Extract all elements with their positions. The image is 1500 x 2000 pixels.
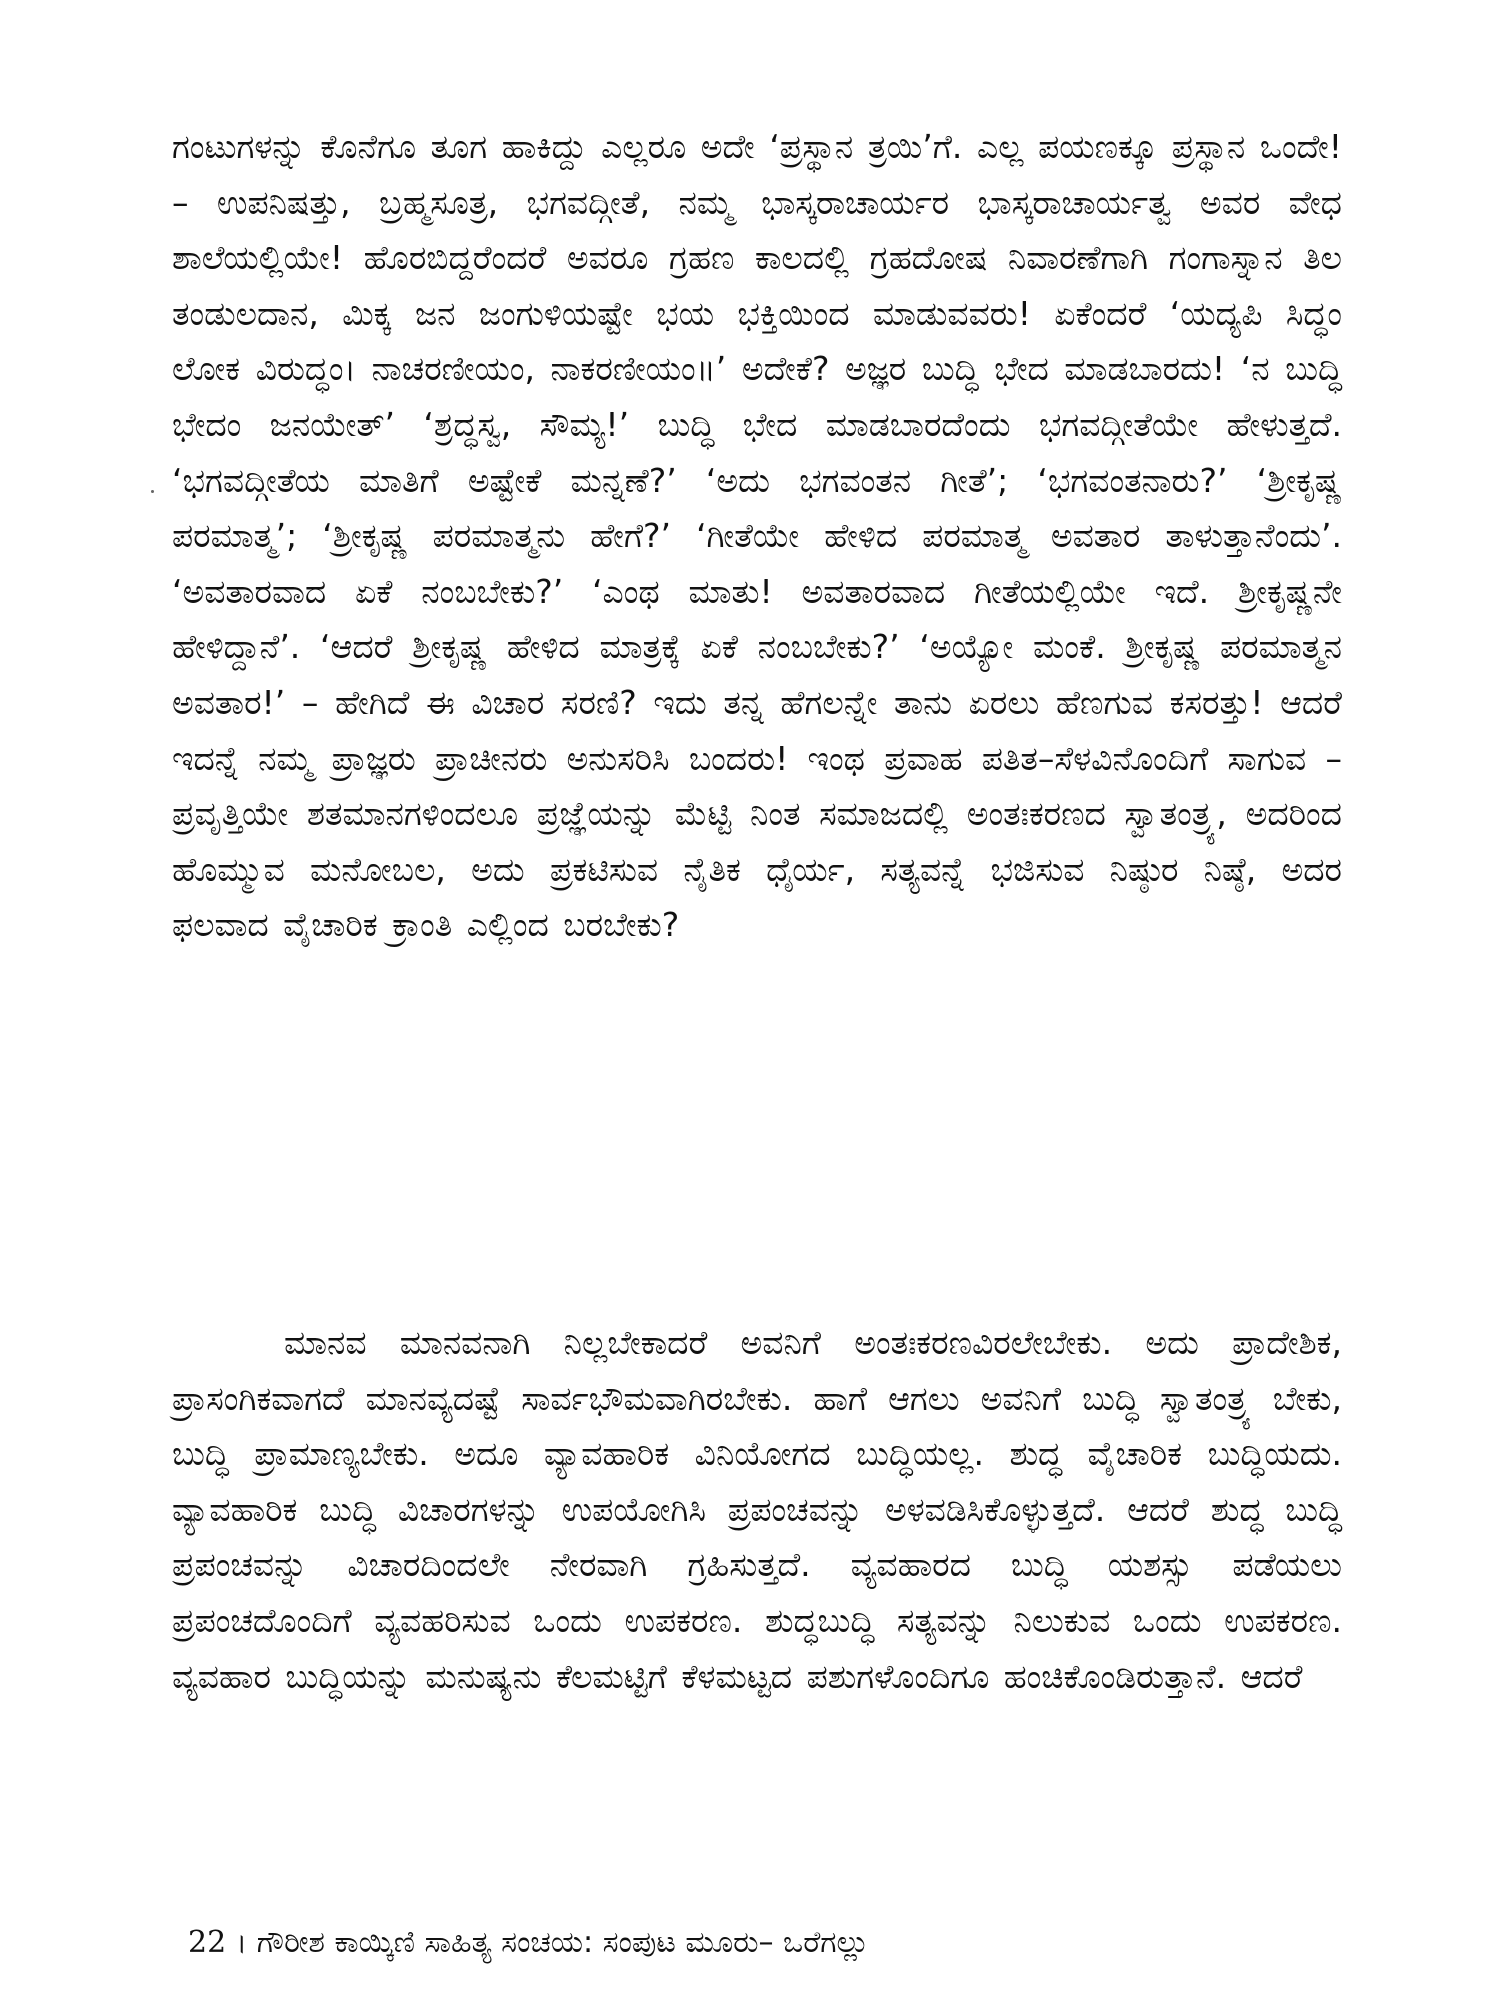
body-paragraph-1: ಗಂಟುಗಳನ್ನು ಕೊನೆಗೂ ತೂಗ ಹಾಕಿದ್ದು ಎಲ್ಲರೂ ಅದೇ ‘ಪ್ರಸ್ಥಾನ ತ್ರಯಿ’ಗೆ. ಎಲ್ಲ ಪಯಣಕ್ಕೂ ಪ್ರಸ್ಥಾನ ಒಂದೇ! – ಉಪನಿಷತ್ತು, ಬ್ರಹ್ಮಸೂತ್ರ, ಭಗವದ್ಗೀತೆ, ನಮ್ಮ ಭಾಸ್ಕರಾಚಾರ್ಯರ ಭಾಸ್ಕರಾಚಾರ್ಯತ್ವ ಅವರ ವೇಧ ಶಾಲೆಯಲ್ಲಿಯೇ! ಹೊರಬಿದ್ದರೆಂದರೆ ಅವರೂ ಗ್ರಹಣ ಕಾಲದಲ್ಲಿ ಗ್ರಹದೋಷ ನಿವಾರಣೆಗಾಗಿ ಗಂಗಾಸ್ನಾನ ತಿಲ ತಂಡುಲದಾನ, ಮಿಕ್ಕ ಜನ ಜಂಗುಳಿಯಷ್ಟೇ ಭಯ ಭಕ್ತಿಯಿಂದ ಮಾಡುವವರು! ಏಕೆಂದರೆ ‘ಯದ್ಯಪಿ ಸಿದ್ಧಂ ಲೋಕ ವಿರುದ್ಧಂ। ನಾಚರಣೀಯಂ, ನಾಕರಣೀಯಂ॥’ ಅದೇಕೆ? ಅಜ್ಞರ ಬುದ್ಧಿ ಭೇದ ಮಾಡಬಾರದು! ‘ನ ಬುದ್ಧಿ ಭೇದಂ ಜನಯೇತ್’ ‘ಶ್ರದ್ಧಸ್ವ, ಸೌಮ್ಯ!’ ಬುದ್ಧಿ ಭೇದ ಮಾಡಬಾರದೆಂದು ಭಗವದ್ಗೀತೆಯೇ ಹೇಳುತ್ತದೆ. ‘ಭಗವದ್ಗೀತೆಯ ಮಾತಿಗೆ ಅಷ್ಟೇಕೆ ಮನ್ನಣೆ?’ ‘ಅದು ಭಗವಂತನ ಗೀತೆ’; ‘ಭಗವಂತನಾರು?’ ‘ಶ್ರೀಕೃಷ್ಣ ಪರಮಾತ್ಮ’; ‘ಶ್ರೀಕೃಷ್ಣ ಪರಮಾತ್ಮನು ಹೇಗೆ?’ ‘ಗೀತೆಯೇ ಹೇಳಿದ ಪರಮಾತ್ಮ ಅವತಾರ ತಾಳುತ್ತಾನೆಂದು’. ‘ಅವತಾರವಾದ ಏಕೆ ನಂಬಬೇಕು?’ ‘ಎಂಥ ಮಾತು! ಅವತಾರವಾದ ಗೀತೆಯಲ್ಲಿಯೇ ಇದೆ. ಶ್ರೀಕೃಷ್ಣನೇ ಹೇಳಿದ್ದಾನೆ’. ‘ಆದರೆ ಶ್ರೀಕೃಷ್ಣ ಹೇಳಿದ ಮಾತ್ರಕ್ಕೆ ಏಕೆ ನಂಬಬೇಕು?’ ‘ಅಯ್ಯೋ ಮಂಕೆ. ಶ್ರೀಕೃಷ್ಣ ಪರಮಾತ್ಮನ ಅವತಾರ!’ – ಹೇಗಿದೆ ಈ ವಿಚಾರ ಸರಣಿ? ಇದು ತನ್ನ ಹೆಗಲನ್ನೇ ತಾನು ಏರಲು ಹೆಣಗುವ ಕಸರತ್ತು! ಆದರೆ ಇದನ್ನೆ ನಮ್ಮ ಪ್ರಾಜ್ಞರು ಪ್ರಾಚೀನರು ಅನುಸರಿಸಿ ಬಂದರು! ಇಂಥ ಪ್ರವಾಹ ಪತಿತ–ಸೆಳವಿನೊಂದಿಗೆ ಸಾಗುವ – ಪ್ರವೃತ್ತಿಯೇ ಶತಮಾನಗಳಿಂದಲೂ ಪ್ರಜ್ಞೆಯನ್ನು ಮೆಟ್ಟಿ ನಿಂತ ಸಮಾಜದಲ್ಲಿ ಅಂತಃಕರಣದ ಸ್ವಾತಂತ್ರ್ಯ, ಅದರಿಂದ ಹೊಮ್ಮುವ ಮನೋಬಲ, ಅದು ಪ್ರಕಟಿಸುವ ನೈತಿಕ ಧೈರ್ಯ, ಸತ್ಯವನ್ನೆ ಭಜಿಸುವ ನಿಷ್ಠುರ ನಿಷ್ಠೆ, ಅದರ ಫಲವಾದ ವೈಚಾರಿಕ ಕ್ರಾಂತಿ ಎಲ್ಲಿಂದ ಬರಬೇಕು? [172, 127, 1342, 945]
scan-speck [151, 490, 154, 493]
running-title: ಗೌರೀಶ ಕಾಯ್ಕಿಣಿ ಸಾಹಿತ್ಯ ಸಂಚಯ: ಸಂಪುಟ ಮೂರು– ಒರೆಗಲ್ಲು [256, 1925, 870, 1960]
page-footer [188, 1923, 869, 1963]
body-paragraph-2: ಮಾನವ ಮಾನವನಾಗಿ ನಿಲ್ಲಬೇಕಾದರೆ ಅವನಿಗೆ ಅಂತಃಕರಣವಿರಲೇಬೇಕು. ಅದು ಪ್ರಾದೇಶಿಕ, ಪ್ರಾಸಂಗಿಕವಾಗದೆ ಮಾನವ್ಯದಷ್ಟೆ ಸಾರ್ವಭೌಮವಾಗಿರಬೇಕು. ಹಾಗೆ ಆಗಲು ಅವನಿಗೆ ಬುದ್ಧಿ ಸ್ವಾತಂತ್ರ್ಯ ಬೇಕು, ಬುದ್ಧಿ ಪ್ರಾಮಾಣ್ಯಬೇಕು. ಅದೂ ವ್ಯಾವಹಾರಿಕ ವಿನಿಯೋಗದ ಬುದ್ಧಿಯಲ್ಲ. ಶುದ್ಧ ವೈಚಾರಿಕ ಬುದ್ಧಿಯದು. ವ್ಯಾವಹಾರಿಕ ಬುದ್ಧಿ ವಿಚಾರಗಳನ್ನು ಉಪಯೋಗಿಸಿ ಪ್ರಪಂಚವನ್ನು ಅಳವಡಿಸಿಕೊಳ್ಳುತ್ತದೆ. ಆದರೆ ಶುದ್ಧ ಬುದ್ಧಿ ಪ್ರಪಂಚವನ್ನು ವಿಚಾರದಿಂದಲೇ ನೇರವಾಗಿ ಗ್ರಹಿಸುತ್ತದೆ. ವ್ಯವಹಾರದ ಬುದ್ಧಿ ಯಶಸ್ಸು ಪಡೆಯಲು ಪ್ರಪಂಚದೊಂದಿಗೆ ವ್ಯವಹರಿಸುವ ಒಂದು ಉಪಕರಣ. ಶುದ್ಧಬುದ್ಧಿ ಸತ್ಯವನ್ನು ನಿಲುಕುವ ಒಂದು ಉಪಕರಣ. ವ್ಯವಹಾರ ಬುದ್ಧಿಯನ್ನು ಮನುಷ್ಯನು ಕೆಲಮಟ್ಟಿಗೆ ಕೆಳಮಟ್ಟದ ಪಶುಗಳೊಂದಿಗೂ ಹಂಚಿಕೊಂಡಿರುತ್ತಾನೆ. ಆದರೆ [172, 1323, 1342, 1696]
footer-separator: । [235, 1925, 248, 1960]
page-number: 22 [188, 1925, 227, 1960]
